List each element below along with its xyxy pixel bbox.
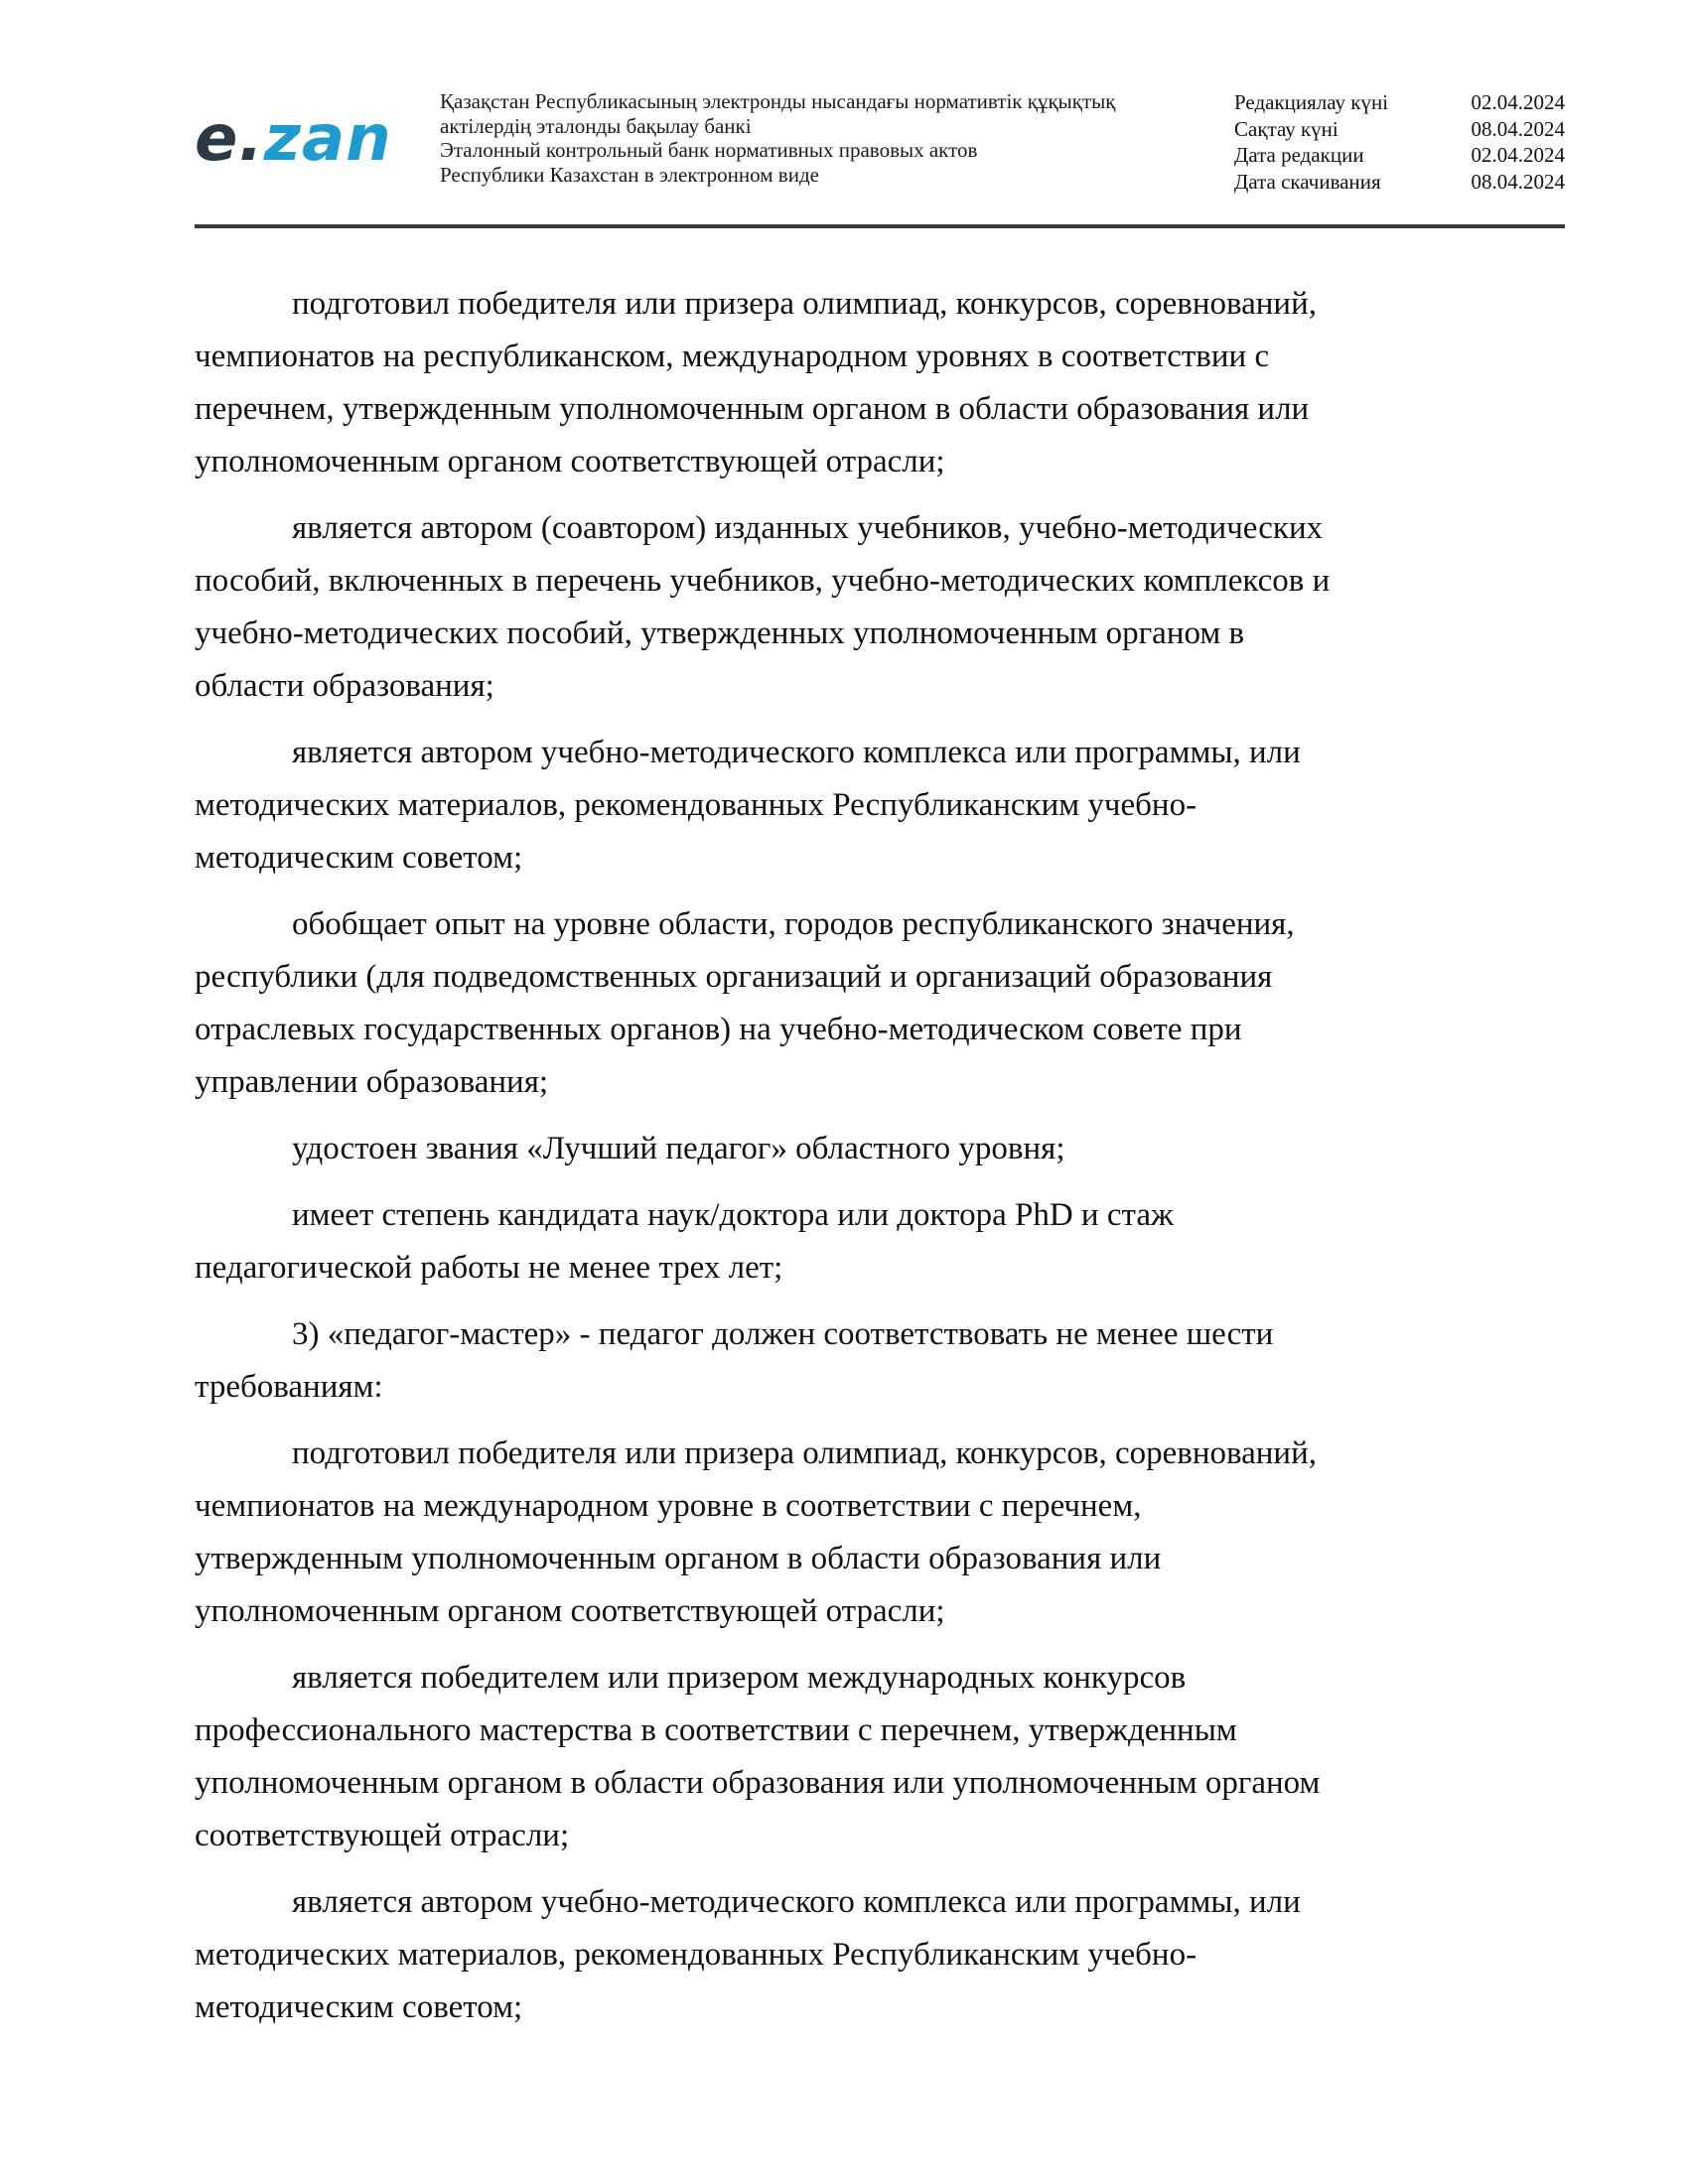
paragraph-line: методических материалов, рекомендованных Республиканским учебно- xyxy=(195,787,1197,823)
meta-value: 02.04.2024 xyxy=(1471,90,1565,114)
paragraph-line: пособий, включенных в перечень учебников, учебно-методических комплексов и xyxy=(195,563,1331,599)
paragraph-line: уполномоченным органом в области образования или уполномоченным органом xyxy=(195,1765,1321,1801)
paragraph-line: подготовил победителя или призера олимпиад, конкурсов, соревнований, xyxy=(292,1435,1318,1471)
meta-value: 08.04.2024 xyxy=(1471,169,1565,194)
paragraph-line: чемпионатов на республиканском, международном уровнях в соответствии с xyxy=(195,339,1270,374)
paragraph-line: утвержденным уполномоченным органом в области образования или xyxy=(195,1541,1162,1576)
paragraph-line: 3) «педагог-мастер» - педагог должен соответствовать не менее шести xyxy=(292,1316,1274,1352)
meta-value: 08.04.2024 xyxy=(1471,116,1565,141)
paragraph-line: педагогической работы не менее трех лет; xyxy=(195,1250,783,1286)
logo-text-prefix: e xyxy=(195,102,239,176)
paragraph xyxy=(195,1428,1565,1638)
meta-row xyxy=(1234,89,1565,116)
paragraph xyxy=(195,898,1565,1109)
meta-value: 02.04.2024 xyxy=(1471,143,1565,167)
paragraph-line: методическим советом; xyxy=(195,840,523,876)
logo-text xyxy=(195,102,392,176)
paragraph-line: управлении образования; xyxy=(195,1064,549,1100)
paragraph-line: республики (для подведомственных организаций и организаций образования xyxy=(195,959,1273,995)
paragraph xyxy=(195,727,1565,885)
description-line: Қазақстан Республикасының электронды нысандағы нормативтік құқықтық xyxy=(440,89,1116,113)
header-meta-table xyxy=(1234,89,1565,195)
document-body xyxy=(195,278,1565,2048)
logo-text-suffix: zan xyxy=(263,102,392,176)
paragraph-line: уполномоченным органом соответствующей отрасли; xyxy=(195,444,945,479)
ezan-logo xyxy=(195,99,393,179)
meta-label: Сақтау күні xyxy=(1234,116,1338,141)
paragraph xyxy=(195,1189,1565,1295)
paragraph-line: требованиям: xyxy=(195,1369,383,1405)
meta-label: Дата редакции xyxy=(1234,143,1364,167)
paragraph xyxy=(195,278,1565,488)
paragraph-line: области образования; xyxy=(195,668,494,704)
paragraph-line: перечнем, утвержденным уполномоченным органом в области образования или xyxy=(195,391,1310,427)
meta-label: Дата скачивания xyxy=(1234,169,1381,194)
paragraph xyxy=(195,1876,1565,2034)
description-line: актілердің эталонды бақылау банкі xyxy=(440,113,752,138)
paragraph-line: является автором (соавтором) изданных учебников, учебно-методических xyxy=(292,510,1324,546)
description-line: Республики Казахстан в электронном виде xyxy=(440,162,819,187)
paragraph-line: соответствующей отрасли; xyxy=(195,1818,570,1853)
meta-row xyxy=(1234,116,1565,143)
paragraph-line: учебно-методических пособий, утвержденных уполномоченным органом в xyxy=(195,615,1245,651)
meta-row xyxy=(1234,142,1565,169)
document-header xyxy=(195,87,1565,222)
paragraph-line: удостоен звания «Лучший педагог» областного уровня; xyxy=(292,1131,1065,1166)
paragraph-line: отраслевых государственных органов) на учебно-методическом совете при xyxy=(195,1012,1242,1047)
meta-row xyxy=(1234,169,1565,196)
meta-label: Редакциялау күні xyxy=(1234,90,1389,114)
header-description xyxy=(440,89,1195,187)
description-line: Эталонный контрольный банк нормативных правовых актов xyxy=(440,138,978,162)
paragraph xyxy=(195,1652,1565,1862)
paragraph-line: является автором учебно-методического комплекса или программы, или xyxy=(292,1884,1301,1920)
paragraph-line: методических материалов, рекомендованных Республиканским учебно- xyxy=(195,1937,1197,1973)
paragraph xyxy=(195,1308,1565,1414)
header-divider xyxy=(195,224,1565,228)
logo-text-dot: . xyxy=(238,102,264,176)
paragraph xyxy=(195,502,1565,713)
paragraph-line: методическим советом; xyxy=(195,1989,523,2025)
paragraph-line: обобщает опыт на уровне области, городов республиканского значения, xyxy=(292,906,1295,942)
paragraph-line: является автором учебно-методического комплекса или программы, или xyxy=(292,735,1301,770)
paragraph-line: уполномоченным органом соответствующей отрасли; xyxy=(195,1593,945,1629)
paragraph-line: имеет степень кандидата наук/доктора или доктора PhD и стаж xyxy=(292,1197,1174,1233)
paragraph-line: профессионального мастерства в соответствии с перечнем, утвержденным xyxy=(195,1712,1237,1748)
paragraph-line: подготовил победителя или призера олимпиад, конкурсов, соревнований, xyxy=(292,286,1318,322)
paragraph xyxy=(195,1123,1565,1175)
paragraph-line: чемпионатов на международном уровне в соответствии с перечнем, xyxy=(195,1488,1142,1524)
paragraph-line: является победителем или призером международных конкурсов xyxy=(292,1660,1187,1696)
